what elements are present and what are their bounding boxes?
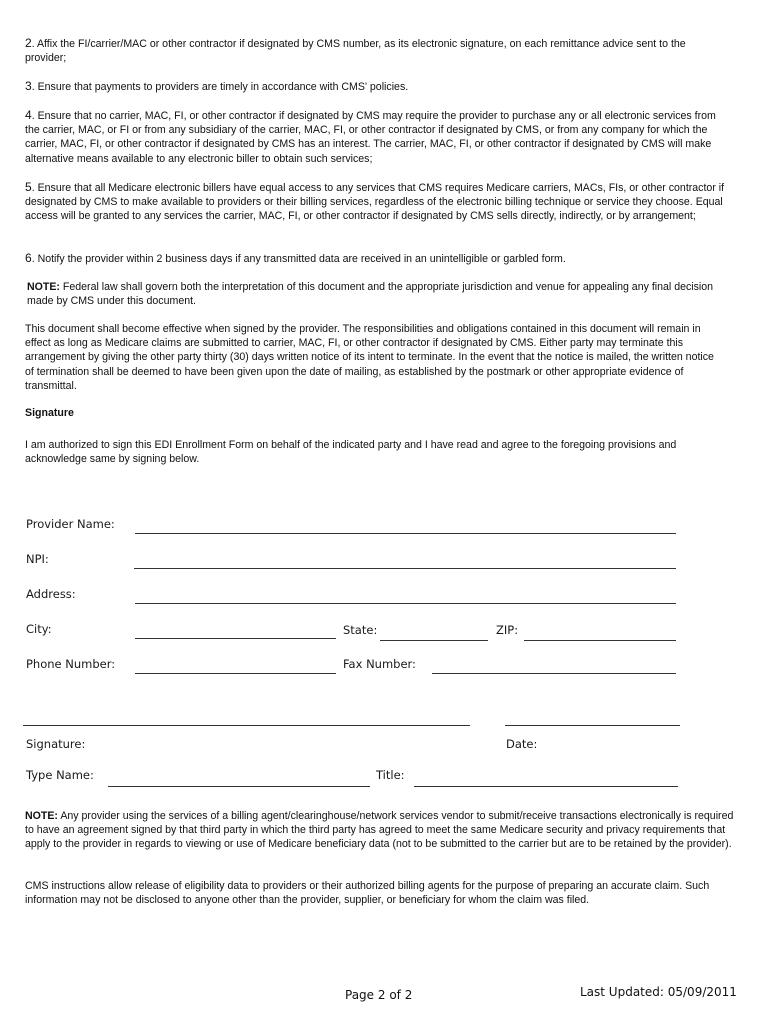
note-billing-agent	[25, 809, 740, 852]
item-number: 3	[25, 79, 32, 93]
state-label: State:	[343, 623, 378, 637]
note-jurisdiction	[27, 280, 727, 308]
fax-label: Fax Number:	[343, 657, 416, 671]
page-number: Page 2 of 2	[345, 988, 413, 1002]
phone-label: Phone Number:	[26, 657, 116, 671]
note-label: NOTE:	[25, 810, 58, 822]
note-text: Federal law shall govern both the interpretation of this document and the appropriate jurisdiction and venue for appealing any final decision made by CMS under this document.	[27, 281, 714, 308]
address-field[interactable]	[135, 603, 676, 604]
item-text: . Notify the provider within 2 business days if any transmitted data are received in an unintelligible or garbled form.	[31, 253, 566, 265]
npi-field[interactable]	[134, 568, 676, 569]
effective-paragraph: This document shall become effective when signed by the provider. The responsibilities and obligations contained in this document will remain in effect as long as Medicare claims are submitted to carrier, MAC, FI, or other contractor if designated by CMS. Either party may terminate this arrangement by giving the other party thirty (30) days written notice of its intent to terminate. In the event that the notice is mailed, the written notice of termination shall be deemed to have been given upon the date of mailing, as established by the postmark or other appropriate evidence of transmittal.	[25, 323, 714, 392]
item-number: 4	[25, 108, 32, 122]
phone-field[interactable]	[135, 673, 336, 674]
provider-name-label: Provider Name:	[26, 517, 115, 531]
date-label: Date:	[506, 737, 538, 751]
signature-label: Signature:	[26, 737, 86, 751]
signature-field[interactable]	[23, 725, 470, 726]
title-label: Title:	[376, 768, 405, 782]
type-name-field[interactable]	[108, 786, 370, 787]
title-field[interactable]	[414, 786, 678, 787]
zip-label: ZIP:	[496, 623, 519, 637]
provider-name-field[interactable]	[135, 533, 676, 534]
address-label: Address:	[26, 587, 76, 601]
cms-instructions-paragraph: CMS instructions allow release of eligibility data to providers or their authorized billing agents for the purpose of preparing an accurate claim. Such information may not be disclosed to anyone other than the provider, supplier, or beneficiary for whom the claim was filed.	[25, 880, 710, 907]
signature-heading: Signature	[25, 407, 74, 419]
fax-field[interactable]	[432, 673, 676, 674]
note-label: NOTE:	[27, 281, 60, 293]
item-text: . Ensure that all Medicare electronic billers have equal access to any services that CMS requires Medicare carriers, MACs, FIs, or other contractor if designated by CMS to make available to providers or their billing services, regardless of the electronic billing technique or service they choose. Equal access will be granted to any services the carrier, MAC, FI, or other contractor if designated by CMS sells directly, indirectly, or by arrangement;	[25, 182, 725, 223]
date-field[interactable]	[505, 725, 680, 726]
item-number: 5	[25, 180, 32, 194]
item-text: . Ensure that no carrier, MAC, FI, or other contractor if designated by CMS may require the provider to purchase any or all electronic services from the carrier, MAC, or FI or from any subsidiary of the carrier, MAC, FI, or other contractor if designated by CMS, or from any company for which the carrier, MAC, FI, or other contractor if designated by CMS has an interest. The carrier, MAC, FI, or other contractor if designated by CMS will make alternative means available to any electronic biller to obtain such services;	[25, 110, 716, 165]
item-2	[25, 36, 725, 65]
item-number: 2	[25, 36, 32, 50]
type-name-label: Type Name:	[26, 768, 94, 782]
npi-label: NPI:	[26, 552, 49, 566]
item-5	[25, 180, 725, 224]
state-field[interactable]	[380, 640, 488, 641]
note-text: Any provider using the services of a billing agent/clearinghouse/network services vendor to submit/receive transactions electronically is required to have an agreement signed by that third party in which the third party has agreed to meet the same Medicare security and privacy requirements that apply to the provider in regards to viewing or use of Medicare beneficiary data (not to be submitted to the carrier but are to be retained by the provider).	[25, 810, 734, 851]
item-number: 6	[25, 251, 32, 265]
city-field[interactable]	[135, 638, 336, 639]
zip-field[interactable]	[524, 640, 676, 641]
item-6	[25, 251, 725, 266]
item-4	[25, 108, 725, 166]
item-3	[25, 79, 725, 94]
city-label: City:	[26, 622, 52, 636]
item-text: . Affix the FI/carrier/MAC or other contractor if designated by CMS number, as its electronic signature, on each remittance advice sent to the provider;	[25, 38, 686, 65]
authorization-paragraph: I am authorized to sign this EDI Enrollment Form on behalf of the indicated party and I have read and agree to the foregoing provisions and acknowledge same by signing below.	[25, 439, 677, 466]
item-text: . Ensure that payments to providers are timely in accordance with CMS' policies.	[31, 81, 409, 93]
last-updated: Last Updated: 05/09/2011	[580, 985, 737, 999]
